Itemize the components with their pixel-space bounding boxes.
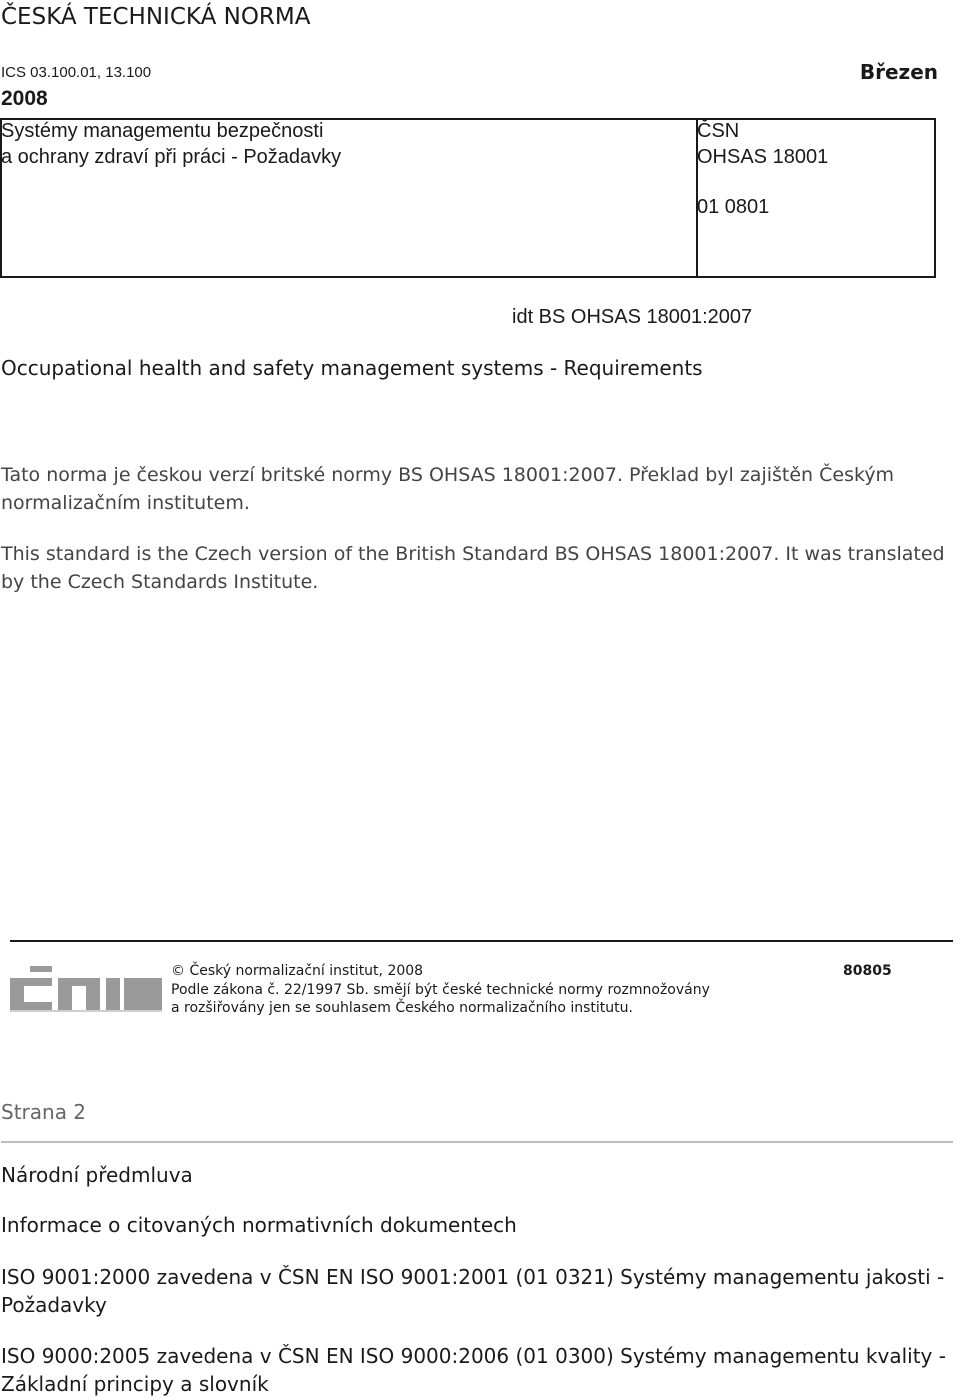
reference-item: ISO 9001:2000 zavedena v ČSN EN ISO 9001:2001 (01 0321) Systémy managementu jakosti - Požadavky [1, 1265, 945, 1317]
footer-rule [10, 940, 953, 942]
standard-designation: OHSAS 18001 [697, 146, 829, 168]
english-title: Occupational health and safety management systems - Requirements [1, 356, 703, 380]
czech-title-line2: a ochrany zdraví při práci - Požadavky [1, 146, 342, 168]
czech-title-line1: Systémy managementu bezpečnosti [1, 120, 324, 142]
publication-year: 2008 [1, 87, 48, 110]
foreword-heading: Národní předmluva [1, 1163, 193, 1187]
czech-version-note: Tato norma je českou verzí britské normy BS OHSAS 18001:2007. Překlad byl zajištěn Českým normalizačním institutem. [1, 464, 895, 514]
cni-logo-icon [10, 966, 162, 1012]
law-notice-line2: a rozšiřovány jen se souhlasem Českého normalizačního institutu. [171, 1000, 633, 1016]
copyright-notice: © Český normalizační institut, 2008 [171, 963, 424, 979]
page-rule [1, 1141, 953, 1143]
document-title: ČESKÁ TECHNICKÁ NORMA [1, 4, 311, 30]
law-notice-line1: Podle zákona č. 22/1997 Sb. smějí být české technické normy rozmnožovány [171, 982, 710, 998]
english-version-note: This standard is the Czech version of the British Standard BS OHSAS 18001:2007. It was translated by the Czech Standards Institute. [1, 543, 945, 593]
page-number-label: Strana 2 [1, 1100, 87, 1124]
csn-label: ČSN [697, 120, 740, 142]
reference-item: ISO 9000:2005 zavedena v ČSN EN ISO 9000:2006 (01 0300) Systémy managementu kvality - Základní principy a slovník [1, 1344, 946, 1396]
references-heading: Informace o citovaných normativních dokumentech [1, 1213, 517, 1237]
catalog-number: 80805 [843, 963, 892, 979]
publication-month: Březen [859, 60, 938, 84]
classification-code: 01 0801 [697, 196, 770, 218]
identity-reference: idt BS OHSAS 18001:2007 [512, 306, 753, 328]
ics-code: ICS 03.100.01, 13.100 [1, 64, 152, 81]
